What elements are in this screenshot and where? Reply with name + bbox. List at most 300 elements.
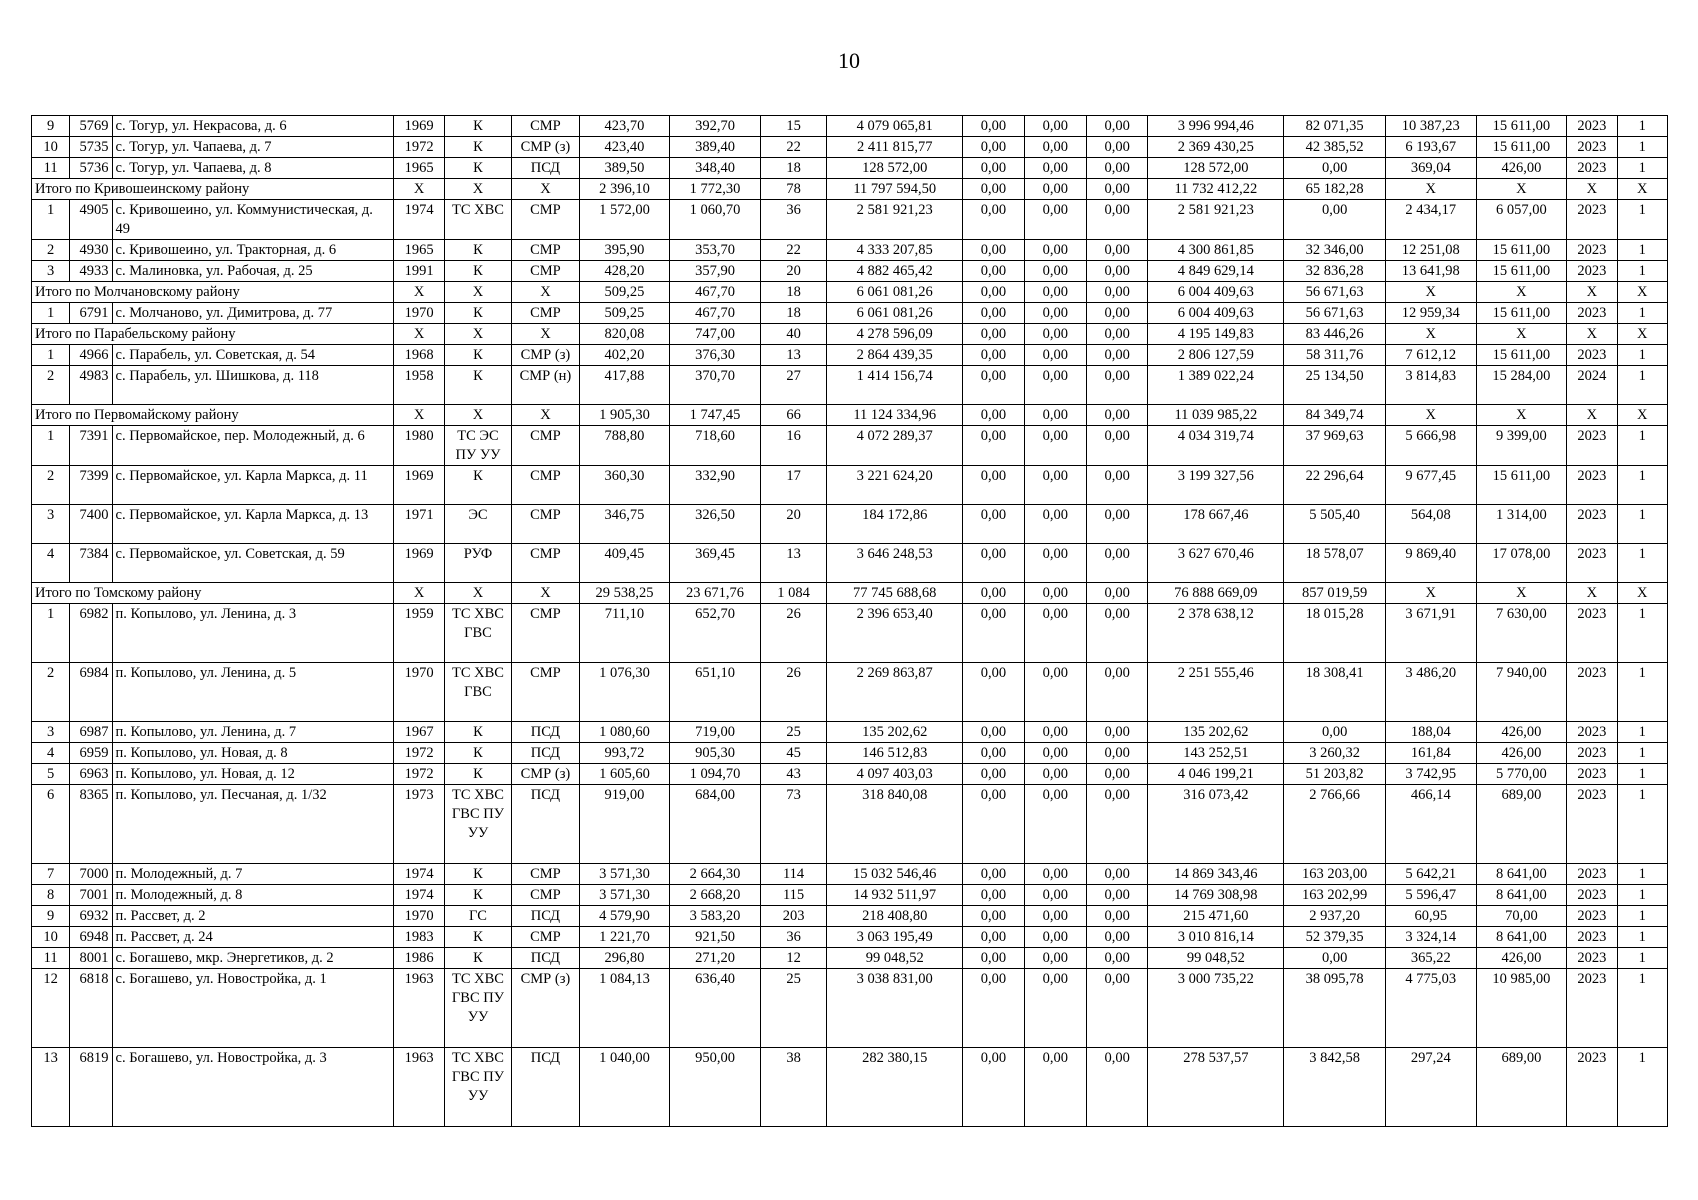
local-funds: 0,00 [1087, 116, 1148, 137]
completion-year: 2023 [1567, 505, 1617, 544]
row-number: 4 [32, 544, 70, 583]
local-funds: 0,00 [1087, 969, 1148, 1048]
living-area: 921,50 [670, 927, 761, 948]
regional-funds: 0,00 [1024, 1048, 1086, 1127]
house-code: 4905 [70, 200, 112, 240]
regional-funds: 0,00 [1024, 743, 1086, 764]
total-cost: 4 882 465,42 [827, 261, 963, 282]
total-cost: 318 840,08 [827, 785, 963, 864]
total-area: 1 084,13 [579, 969, 670, 1048]
total-unit-cost: Х [1385, 324, 1476, 345]
max-unit-cost: 8 641,00 [1476, 864, 1567, 885]
total-other-funds: 65 182,28 [1284, 179, 1386, 200]
work-kind: СМР [512, 240, 579, 261]
other-funds: 22 296,64 [1284, 466, 1386, 505]
owner-funds: 14 769 308,98 [1148, 885, 1284, 906]
local-funds: 0,00 [1087, 764, 1148, 785]
living-area: 392,70 [670, 116, 761, 137]
method: 1 [1617, 604, 1668, 663]
row-number: 5 [32, 764, 70, 785]
work-type: ТС ХВС ГВС [444, 604, 511, 663]
total-area: 509,25 [579, 303, 670, 324]
work-type: К [444, 885, 511, 906]
living-area: 3 583,20 [670, 906, 761, 927]
owner-funds: 3 199 327,56 [1148, 466, 1284, 505]
local-funds: 0,00 [1087, 604, 1148, 663]
total-cost: 4 072 289,37 [827, 426, 963, 466]
total-other-funds: 56 671,63 [1284, 282, 1386, 303]
work-kind: СМР [512, 261, 579, 282]
total-other-funds: 84 349,74 [1284, 405, 1386, 426]
row-number: 1 [32, 426, 70, 466]
address: с. Первомайское, ул. Советская, д. 59 [112, 544, 394, 583]
year-built: 1959 [394, 604, 444, 663]
address: с. Первомайское, ул. Карла Маркса, д. 13 [112, 505, 394, 544]
table-row [32, 906, 1668, 927]
living-area: 332,90 [670, 466, 761, 505]
method: 1 [1617, 764, 1668, 785]
federal-funds: 0,00 [963, 1048, 1024, 1127]
unit-cost: 369,04 [1385, 158, 1476, 179]
other-funds: 2 766,66 [1284, 785, 1386, 864]
total-work-type: Х [444, 282, 511, 303]
owner-funds: 14 869 343,46 [1148, 864, 1284, 885]
row-number: 1 [32, 303, 70, 324]
work-type: К [444, 137, 511, 158]
federal-funds: 0,00 [963, 505, 1024, 544]
total-area: 409,45 [579, 544, 670, 583]
completion-year: 2023 [1567, 1048, 1617, 1127]
other-funds: 0,00 [1284, 158, 1386, 179]
year-built: 1972 [394, 743, 444, 764]
federal-funds: 0,00 [963, 544, 1024, 583]
year-built: 1970 [394, 303, 444, 324]
year-built: 1967 [394, 722, 444, 743]
total-cost: 3 038 831,00 [827, 969, 963, 1048]
max-unit-cost: 70,00 [1476, 906, 1567, 927]
method: 1 [1617, 366, 1668, 405]
district-total-label: Итого по Кривошеинскому району [32, 179, 394, 200]
other-funds: 18 308,41 [1284, 663, 1386, 722]
work-kind: ПСД [512, 1048, 579, 1127]
max-unit-cost: 8 641,00 [1476, 927, 1567, 948]
year-built: 1965 [394, 240, 444, 261]
total-cost: 4 097 403,03 [827, 764, 963, 785]
living-area: 376,30 [670, 345, 761, 366]
federal-funds: 0,00 [963, 722, 1024, 743]
completion-year: 2023 [1567, 948, 1617, 969]
total-living-area: 747,00 [670, 324, 761, 345]
method: 1 [1617, 864, 1668, 885]
row-number: 2 [32, 663, 70, 722]
total-total-cost: 4 278 596,09 [827, 324, 963, 345]
completion-year: 2023 [1567, 785, 1617, 864]
address: с. Первомайское, ул. Карла Маркса, д. 11 [112, 466, 394, 505]
local-funds: 0,00 [1087, 426, 1148, 466]
living-area: 651,10 [670, 663, 761, 722]
other-funds: 58 311,76 [1284, 345, 1386, 366]
total-completion-year: Х [1567, 179, 1617, 200]
total-owner-funds: 11 732 412,22 [1148, 179, 1284, 200]
total-work-type: Х [444, 179, 511, 200]
unit-cost: 9 869,40 [1385, 544, 1476, 583]
total-cost: 3 063 195,49 [827, 927, 963, 948]
total-year-built: Х [394, 282, 444, 303]
total-cost: 4 333 207,85 [827, 240, 963, 261]
residents: 22 [760, 137, 826, 158]
owner-funds: 143 252,51 [1148, 743, 1284, 764]
row-number: 2 [32, 366, 70, 405]
work-type: К [444, 722, 511, 743]
total-cost: 15 032 546,46 [827, 864, 963, 885]
method: 1 [1617, 948, 1668, 969]
house-code: 6818 [70, 969, 112, 1048]
row-number: 3 [32, 261, 70, 282]
method: 1 [1617, 927, 1668, 948]
living-area: 1 060,70 [670, 200, 761, 240]
living-area: 905,30 [670, 743, 761, 764]
address: с. Тогур, ул. Чапаева, д. 8 [112, 158, 394, 179]
district-total-row [32, 324, 1668, 345]
house-code: 6959 [70, 743, 112, 764]
total-cost: 218 408,80 [827, 906, 963, 927]
house-code: 7001 [70, 885, 112, 906]
local-funds: 0,00 [1087, 743, 1148, 764]
total-max-unit-cost: Х [1476, 324, 1567, 345]
total-max-unit-cost: Х [1476, 282, 1567, 303]
house-code: 5736 [70, 158, 112, 179]
total-area: 1 605,60 [579, 764, 670, 785]
row-number: 9 [32, 906, 70, 927]
work-type: К [444, 927, 511, 948]
owner-funds: 2 369 430,25 [1148, 137, 1284, 158]
house-code: 6982 [70, 604, 112, 663]
unit-cost: 5 666,98 [1385, 426, 1476, 466]
local-funds: 0,00 [1087, 544, 1148, 583]
other-funds: 0,00 [1284, 200, 1386, 240]
work-kind: СМР [512, 426, 579, 466]
regional-funds: 0,00 [1024, 544, 1086, 583]
row-number: 10 [32, 137, 70, 158]
work-type: РУФ [444, 544, 511, 583]
table-row [32, 864, 1668, 885]
address: с. Богашево, мкр. Энергетиков, д. 2 [112, 948, 394, 969]
federal-funds: 0,00 [963, 604, 1024, 663]
year-built: 1968 [394, 345, 444, 366]
living-area: 652,70 [670, 604, 761, 663]
year-built: 1991 [394, 261, 444, 282]
owner-funds: 4 046 199,21 [1148, 764, 1284, 785]
work-type: К [444, 345, 511, 366]
house-code: 4930 [70, 240, 112, 261]
method: 1 [1617, 785, 1668, 864]
method: 1 [1617, 137, 1668, 158]
federal-funds: 0,00 [963, 137, 1024, 158]
total-cost: 128 572,00 [827, 158, 963, 179]
total-area: 428,20 [579, 261, 670, 282]
regional-funds: 0,00 [1024, 969, 1086, 1048]
unit-cost: 466,14 [1385, 785, 1476, 864]
total-area: 395,90 [579, 240, 670, 261]
living-area: 369,45 [670, 544, 761, 583]
total-living-area: 467,70 [670, 282, 761, 303]
residents: 16 [760, 426, 826, 466]
total-area: 3 571,30 [579, 864, 670, 885]
address: с. Кривошеино, ул. Тракторная, д. 6 [112, 240, 394, 261]
total-area: 402,20 [579, 345, 670, 366]
address: п. Копылово, ул. Новая, д. 8 [112, 743, 394, 764]
table-row [32, 505, 1668, 544]
unit-cost: 3 324,14 [1385, 927, 1476, 948]
work-kind: ПСД [512, 158, 579, 179]
total-cost: 6 061 081,26 [827, 303, 963, 324]
residents: 26 [760, 663, 826, 722]
method: 1 [1617, 200, 1668, 240]
residents: 22 [760, 240, 826, 261]
total-living-area: 1 772,30 [670, 179, 761, 200]
house-code: 4983 [70, 366, 112, 405]
max-unit-cost: 426,00 [1476, 948, 1567, 969]
year-built: 1969 [394, 544, 444, 583]
completion-year: 2023 [1567, 261, 1617, 282]
table-row [32, 366, 1668, 405]
total-method: Х [1617, 324, 1668, 345]
regional-funds: 0,00 [1024, 261, 1086, 282]
total-residents: 66 [760, 405, 826, 426]
federal-funds: 0,00 [963, 240, 1024, 261]
residents: 114 [760, 864, 826, 885]
work-type: К [444, 948, 511, 969]
work-kind: СМР [512, 663, 579, 722]
federal-funds: 0,00 [963, 743, 1024, 764]
completion-year: 2023 [1567, 927, 1617, 948]
table-row [32, 722, 1668, 743]
local-funds: 0,00 [1087, 261, 1148, 282]
regional-funds: 0,00 [1024, 948, 1086, 969]
method: 1 [1617, 743, 1668, 764]
local-funds: 0,00 [1087, 722, 1148, 743]
house-code: 7399 [70, 466, 112, 505]
federal-funds: 0,00 [963, 303, 1024, 324]
row-number: 6 [32, 785, 70, 864]
table-row [32, 604, 1668, 663]
owner-funds: 278 537,57 [1148, 1048, 1284, 1127]
method: 1 [1617, 466, 1668, 505]
owner-funds: 3 000 735,22 [1148, 969, 1284, 1048]
residents: 73 [760, 785, 826, 864]
year-built: 1963 [394, 969, 444, 1048]
local-funds: 0,00 [1087, 137, 1148, 158]
federal-funds: 0,00 [963, 366, 1024, 405]
regional-funds: 0,00 [1024, 764, 1086, 785]
federal-funds: 0,00 [963, 663, 1024, 722]
living-area: 684,00 [670, 785, 761, 864]
method: 1 [1617, 544, 1668, 583]
completion-year: 2023 [1567, 764, 1617, 785]
total-owner-funds: 4 195 149,83 [1148, 324, 1284, 345]
year-built: 1970 [394, 906, 444, 927]
total-area: 1 080,60 [579, 722, 670, 743]
total-cost: 135 202,62 [827, 722, 963, 743]
regional-funds: 0,00 [1024, 885, 1086, 906]
address: с. Молчаново, ул. Димитрова, д. 77 [112, 303, 394, 324]
work-type: ТС ХВС ГВС [444, 663, 511, 722]
year-built: 1972 [394, 137, 444, 158]
federal-funds: 0,00 [963, 948, 1024, 969]
max-unit-cost: 426,00 [1476, 158, 1567, 179]
owner-funds: 99 048,52 [1148, 948, 1284, 969]
work-kind: СМР (з) [512, 345, 579, 366]
federal-funds: 0,00 [963, 261, 1024, 282]
owner-funds: 178 667,46 [1148, 505, 1284, 544]
total-unit-cost: Х [1385, 583, 1476, 604]
max-unit-cost: 15 611,00 [1476, 261, 1567, 282]
federal-funds: 0,00 [963, 158, 1024, 179]
residents: 25 [760, 969, 826, 1048]
row-number: 3 [32, 722, 70, 743]
owner-funds: 3 010 816,14 [1148, 927, 1284, 948]
completion-year: 2023 [1567, 303, 1617, 324]
total-area: 1 572,00 [579, 200, 670, 240]
row-number: 11 [32, 158, 70, 179]
house-code: 6984 [70, 663, 112, 722]
completion-year: 2024 [1567, 366, 1617, 405]
federal-funds: 0,00 [963, 764, 1024, 785]
living-area: 950,00 [670, 1048, 761, 1127]
total-residents: 40 [760, 324, 826, 345]
table-row [32, 544, 1668, 583]
total-other-funds: 83 446,26 [1284, 324, 1386, 345]
total-area: 423,40 [579, 137, 670, 158]
completion-year: 2023 [1567, 885, 1617, 906]
work-kind: СМР [512, 200, 579, 240]
regional-funds: 0,00 [1024, 200, 1086, 240]
method: 1 [1617, 885, 1668, 906]
regional-funds: 0,00 [1024, 663, 1086, 722]
year-built: 1974 [394, 864, 444, 885]
unit-cost: 3 671,91 [1385, 604, 1476, 663]
work-type: К [444, 261, 511, 282]
total-completion-year: Х [1567, 583, 1617, 604]
work-type: ТС ХВС [444, 200, 511, 240]
year-built: 1969 [394, 466, 444, 505]
completion-year: 2023 [1567, 743, 1617, 764]
work-type: ЭС [444, 505, 511, 544]
unit-cost: 6 193,67 [1385, 137, 1476, 158]
residents: 12 [760, 948, 826, 969]
completion-year: 2023 [1567, 116, 1617, 137]
unit-cost: 5 596,47 [1385, 885, 1476, 906]
local-funds: 0,00 [1087, 466, 1148, 505]
unit-cost: 188,04 [1385, 722, 1476, 743]
total-work-type: Х [444, 405, 511, 426]
other-funds: 3 260,32 [1284, 743, 1386, 764]
total-completion-year: Х [1567, 324, 1617, 345]
local-funds: 0,00 [1087, 927, 1148, 948]
total-total-area: 820,08 [579, 324, 670, 345]
total-cost: 1 414 156,74 [827, 366, 963, 405]
owner-funds: 2 581 921,23 [1148, 200, 1284, 240]
total-area: 389,50 [579, 158, 670, 179]
district-total-row [32, 282, 1668, 303]
other-funds: 2 937,20 [1284, 906, 1386, 927]
total-area: 296,80 [579, 948, 670, 969]
row-number: 3 [32, 505, 70, 544]
owner-funds: 3 996 994,46 [1148, 116, 1284, 137]
max-unit-cost: 10 985,00 [1476, 969, 1567, 1048]
completion-year: 2023 [1567, 864, 1617, 885]
work-type: К [444, 366, 511, 405]
unit-cost: 13 641,98 [1385, 261, 1476, 282]
regional-funds: 0,00 [1024, 426, 1086, 466]
total-area: 3 571,30 [579, 885, 670, 906]
residents: 203 [760, 906, 826, 927]
regional-funds: 0,00 [1024, 604, 1086, 663]
max-unit-cost: 15 284,00 [1476, 366, 1567, 405]
unit-cost: 12 959,34 [1385, 303, 1476, 324]
total-area: 423,70 [579, 116, 670, 137]
work-type: ТС ХВС ГВС ПУ УУ [444, 969, 511, 1048]
work-kind: ПСД [512, 722, 579, 743]
living-area: 271,20 [670, 948, 761, 969]
unit-cost: 564,08 [1385, 505, 1476, 544]
max-unit-cost: 7 940,00 [1476, 663, 1567, 722]
regional-funds: 0,00 [1024, 505, 1086, 544]
residents: 38 [760, 1048, 826, 1127]
total-max-unit-cost: Х [1476, 405, 1567, 426]
local-funds: 0,00 [1087, 158, 1148, 179]
owner-funds: 316 073,42 [1148, 785, 1284, 864]
other-funds: 18 015,28 [1284, 604, 1386, 663]
regional-funds: 0,00 [1024, 864, 1086, 885]
row-number: 2 [32, 240, 70, 261]
residents: 13 [760, 544, 826, 583]
living-area: 718,60 [670, 426, 761, 466]
total-owner-funds: 11 039 985,22 [1148, 405, 1284, 426]
row-number: 11 [32, 948, 70, 969]
total-cost: 2 396 653,40 [827, 604, 963, 663]
total-cost: 146 512,83 [827, 743, 963, 764]
total-owner-funds: 6 004 409,63 [1148, 282, 1284, 303]
table-row [32, 764, 1668, 785]
total-regional-funds: 0,00 [1024, 324, 1086, 345]
total-work-kind: Х [512, 405, 579, 426]
address: п. Копылово, ул. Ленина, д. 5 [112, 663, 394, 722]
completion-year: 2023 [1567, 466, 1617, 505]
work-kind: СМР [512, 505, 579, 544]
residents: 20 [760, 261, 826, 282]
regional-funds: 0,00 [1024, 466, 1086, 505]
other-funds: 18 578,07 [1284, 544, 1386, 583]
table-row [32, 240, 1668, 261]
year-built: 1974 [394, 885, 444, 906]
year-built: 1971 [394, 505, 444, 544]
total-max-unit-cost: Х [1476, 179, 1567, 200]
local-funds: 0,00 [1087, 948, 1148, 969]
max-unit-cost: 15 611,00 [1476, 303, 1567, 324]
living-area: 370,70 [670, 366, 761, 405]
living-area: 353,70 [670, 240, 761, 261]
work-type: ТС ЭС ПУ УУ [444, 426, 511, 466]
total-area: 711,10 [579, 604, 670, 663]
method: 1 [1617, 158, 1668, 179]
owner-funds: 1 389 022,24 [1148, 366, 1284, 405]
max-unit-cost: 5 770,00 [1476, 764, 1567, 785]
total-max-unit-cost: Х [1476, 583, 1567, 604]
unit-cost: 7 612,12 [1385, 345, 1476, 366]
regional-funds: 0,00 [1024, 927, 1086, 948]
total-total-area: 1 905,30 [579, 405, 670, 426]
